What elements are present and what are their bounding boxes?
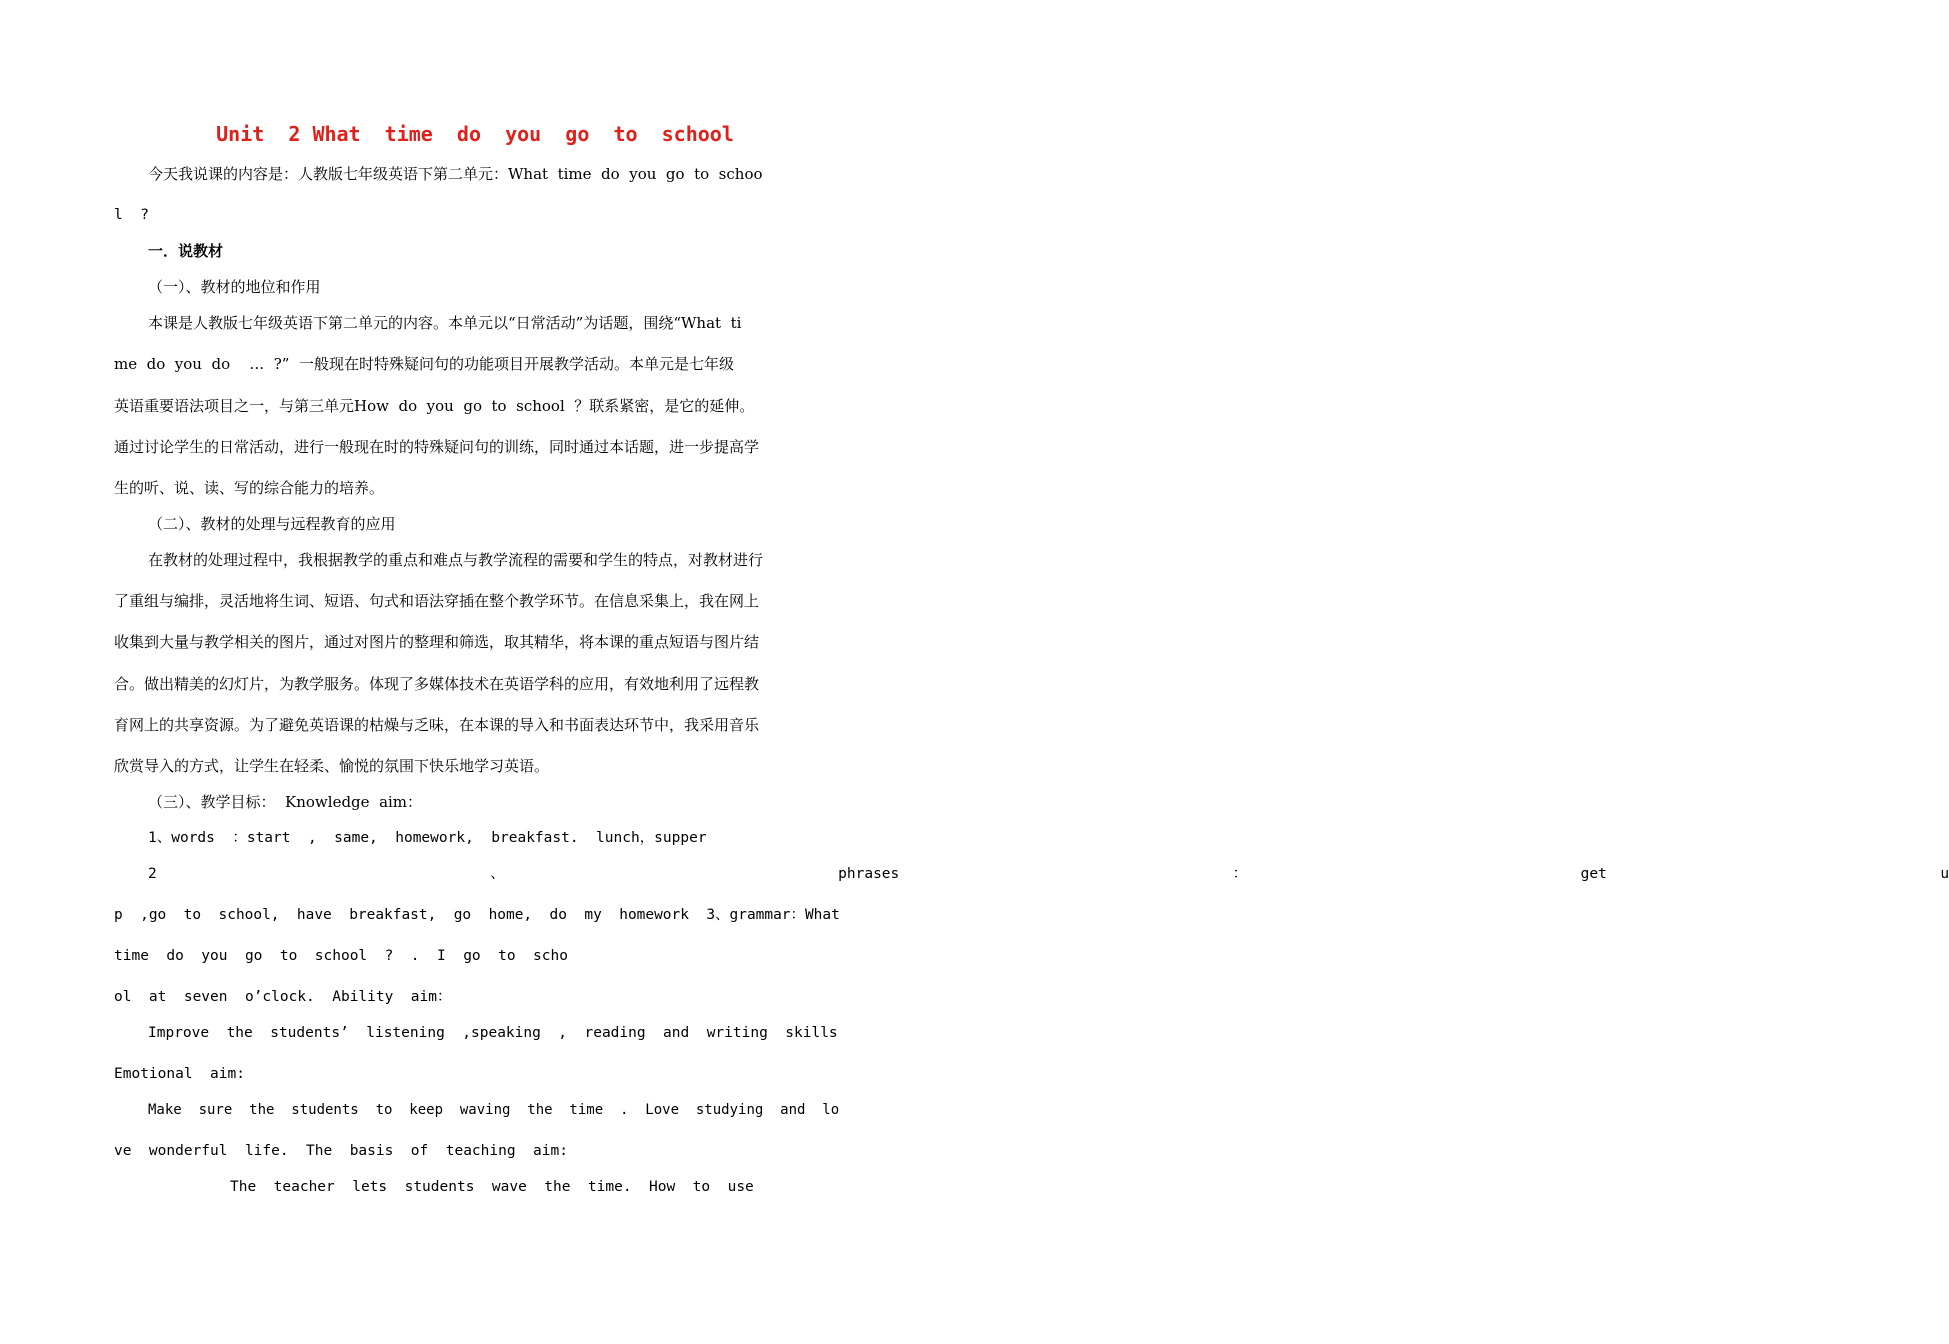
- subsection-heading: （二）、教材的处理与远程教育的应用: [148, 515, 396, 533]
- paragraph-line: 育网上的共享资源。为了避免英语课的枯燥与乏味，在本课的导入和书面表达环节中，我采用音乐: [114, 716, 760, 734]
- paragraph-line: 今天我说课的内容是：人教版七年级英语下第二单元：What time do you go to schoo: [148, 165, 763, 183]
- paragraph-line: Emotional aim:: [114, 1066, 245, 1082]
- subsection-heading: （一）、教材的地位和作用: [148, 278, 321, 296]
- paragraph-line: ve wonderful life. The basis of teaching aim:: [114, 1143, 568, 1159]
- paragraph-line: 在教材的处理过程中，我根据教学的重点和难点与教学流程的需要和学生的特点，对教材进行: [148, 551, 764, 569]
- paragraph-line: ol at seven o’clock. Ability aim：: [114, 989, 452, 1005]
- paragraph-line: Make sure the students to keep waving the time . Love studying and lo: [148, 1102, 840, 1118]
- paragraph-line: l ?: [114, 207, 149, 223]
- paragraph-line: 生的听、说、读、写的综合能力的培养。: [114, 479, 385, 497]
- paragraph-line: 英语重要语法项目之一，与第三单元How do you go to school ？联系紧密，是它的延伸。: [114, 397, 755, 415]
- paragraph-line: p ,go to school, have breakfast, go home, do my homework 3、grammar：What: [114, 907, 840, 923]
- paragraph-line: Improve the students’ listening ,speaking , reading and writing skills: [148, 1025, 838, 1041]
- document-title: Unit 2 What time do you go to school: [216, 122, 734, 146]
- paragraph-line: 1、words ：start , same, homework, breakfast. lunch，supper: [148, 830, 707, 846]
- paragraph-line: The teacher lets students wave the time. How to use: [230, 1179, 754, 1195]
- paragraph-line: 收集到大量与教学相关的图片，通过对图片的整理和筛选，取其精华，将本课的重点短语与图片结: [114, 633, 760, 651]
- paragraph-line: 本课是人教版七年级英语下第二单元的内容。本单元以“日常活动”为话题，围绕“What ti: [148, 314, 742, 332]
- paragraph-line: me do you do … ?” 一般现在时特殊疑问句的功能项目开展教学活动。本单元是七年级: [114, 355, 734, 373]
- paragraph-line: 欣赏导入的方式，让学生在轻柔、愉悦的氛围下快乐地学习英语。: [114, 757, 550, 775]
- section-heading: 一．说教材: [148, 242, 224, 260]
- paragraph-line: 了重组与编排，灵活地将生词、短语、句式和语法穿插在整个教学环节。在信息采集上，我在网上: [114, 592, 760, 610]
- paragraph-line: 2 、 phrases ： get u: [148, 866, 1949, 882]
- paragraph-line: time do you go to school ? . I go to scho: [114, 948, 568, 964]
- paragraph-line: 通过讨论学生的日常活动，进行一般现在时的特殊疑问句的训练，同时通过本话题，进一步提高学: [114, 438, 760, 456]
- paragraph-line: 合。做出精美的幻灯片，为教学服务。体现了多媒体技术在英语学科的应用，有效地利用了远程教: [114, 675, 760, 693]
- subsection-heading: （三）、教学目标： Knowledge aim：: [148, 793, 423, 811]
